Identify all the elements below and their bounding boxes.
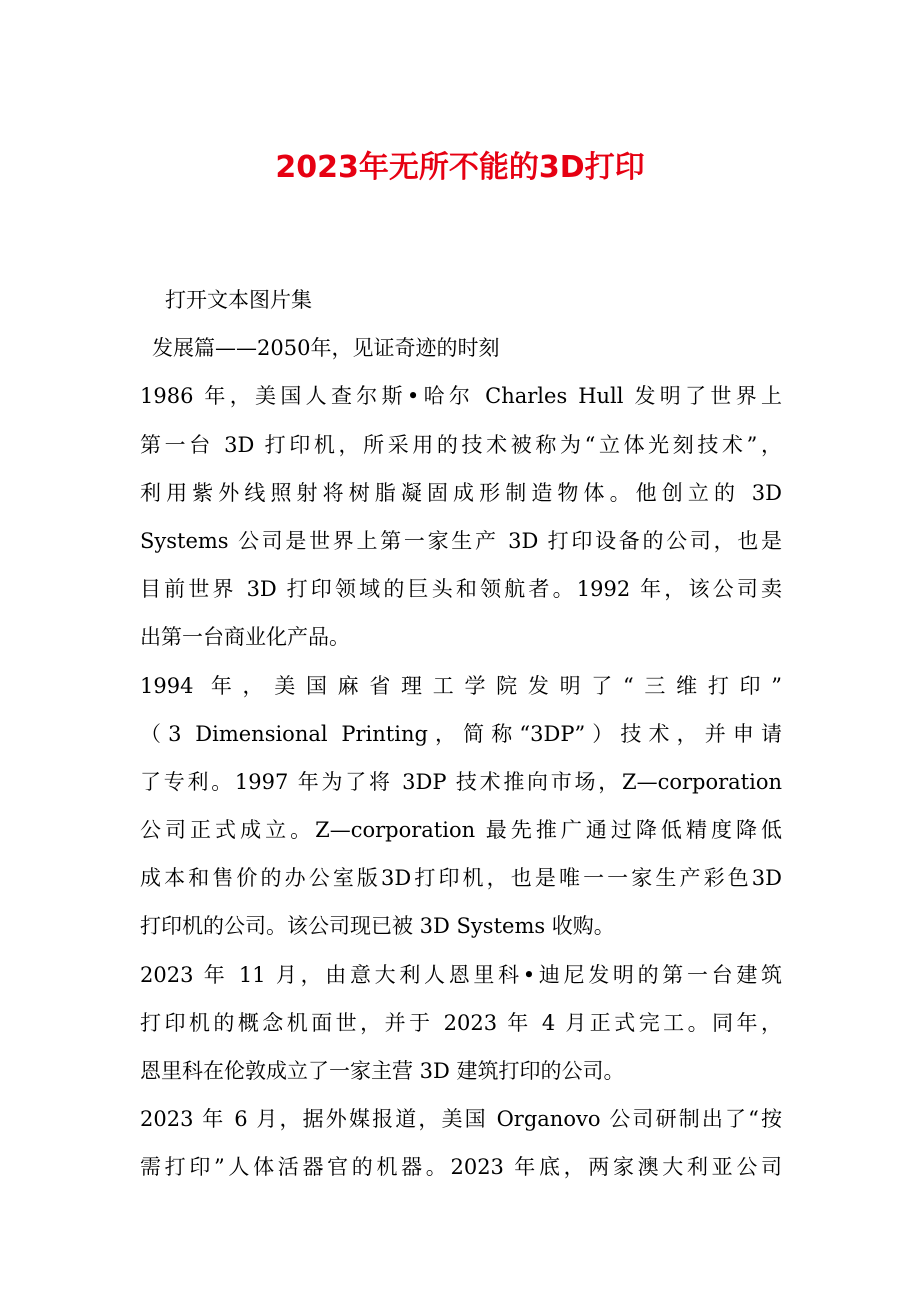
text-line: 出第一台商业化产品。	[140, 625, 350, 650]
text-line: 了专利。1997 年为了将 3DP 技术推向市场，Z—corporation	[140, 769, 782, 794]
text-line: 2023 年 6 月，据外媒报道，美国 Organovo 公司研制出了“按	[140, 1107, 782, 1132]
document-body	[140, 276, 782, 1192]
text-line: 第一台 3D 打印机，所采用的技术被称为“立体光刻技术”，	[140, 432, 782, 457]
text-line: 需打印”人体活器官的机器。2023 年底，两家澳大利亚公司	[140, 1155, 782, 1180]
document-title: 2023年无所不能的3D打印	[275, 150, 645, 185]
text-line: 1986 年，美国人查尔斯•哈尔 Charles Hull 发明了世界上	[140, 384, 782, 409]
text-line: 发展篇——2050年，见证奇迹的时刻	[152, 336, 500, 361]
text-line: 利用紫外线照射将树脂凝固成形制造物体。他创立的 3D	[140, 480, 782, 505]
text-line: 恩里科在伦敦成立了一家主营 3D 建筑打印的公司。	[140, 1059, 625, 1083]
text-line: Systems 公司是世界上第一家生产 3D 打印设备的公司，也是	[140, 528, 782, 553]
text-line: 打开文本图片集	[165, 288, 312, 312]
text-line: 打印机的概念机面世，并于 2023 年 4 月正式完工。同年，	[140, 1010, 782, 1035]
text-line: （3 Dimensional Printing，简称“3DP”）技术，并申请	[140, 721, 782, 746]
text-line: 2023 年 11 月，由意大利人恩里科•迪尼发明的第一台建筑	[140, 962, 782, 987]
text-line: 成本和售价的办公室版3D打印机，也是唯一一家生产彩色3D	[140, 866, 782, 891]
text-line: 目前世界 3D 打印领域的巨头和领航者。1992 年，该公司卖	[140, 577, 782, 602]
text-line: 打印机的公司。该公司现已被 3D Systems 收购。	[140, 914, 615, 939]
text-line: 1994 年，美国麻省理工学院发明了“三维打印”	[140, 673, 782, 698]
text-line: 公司正式成立。Z—corporation 最先推广通过降低精度降低	[140, 818, 782, 843]
